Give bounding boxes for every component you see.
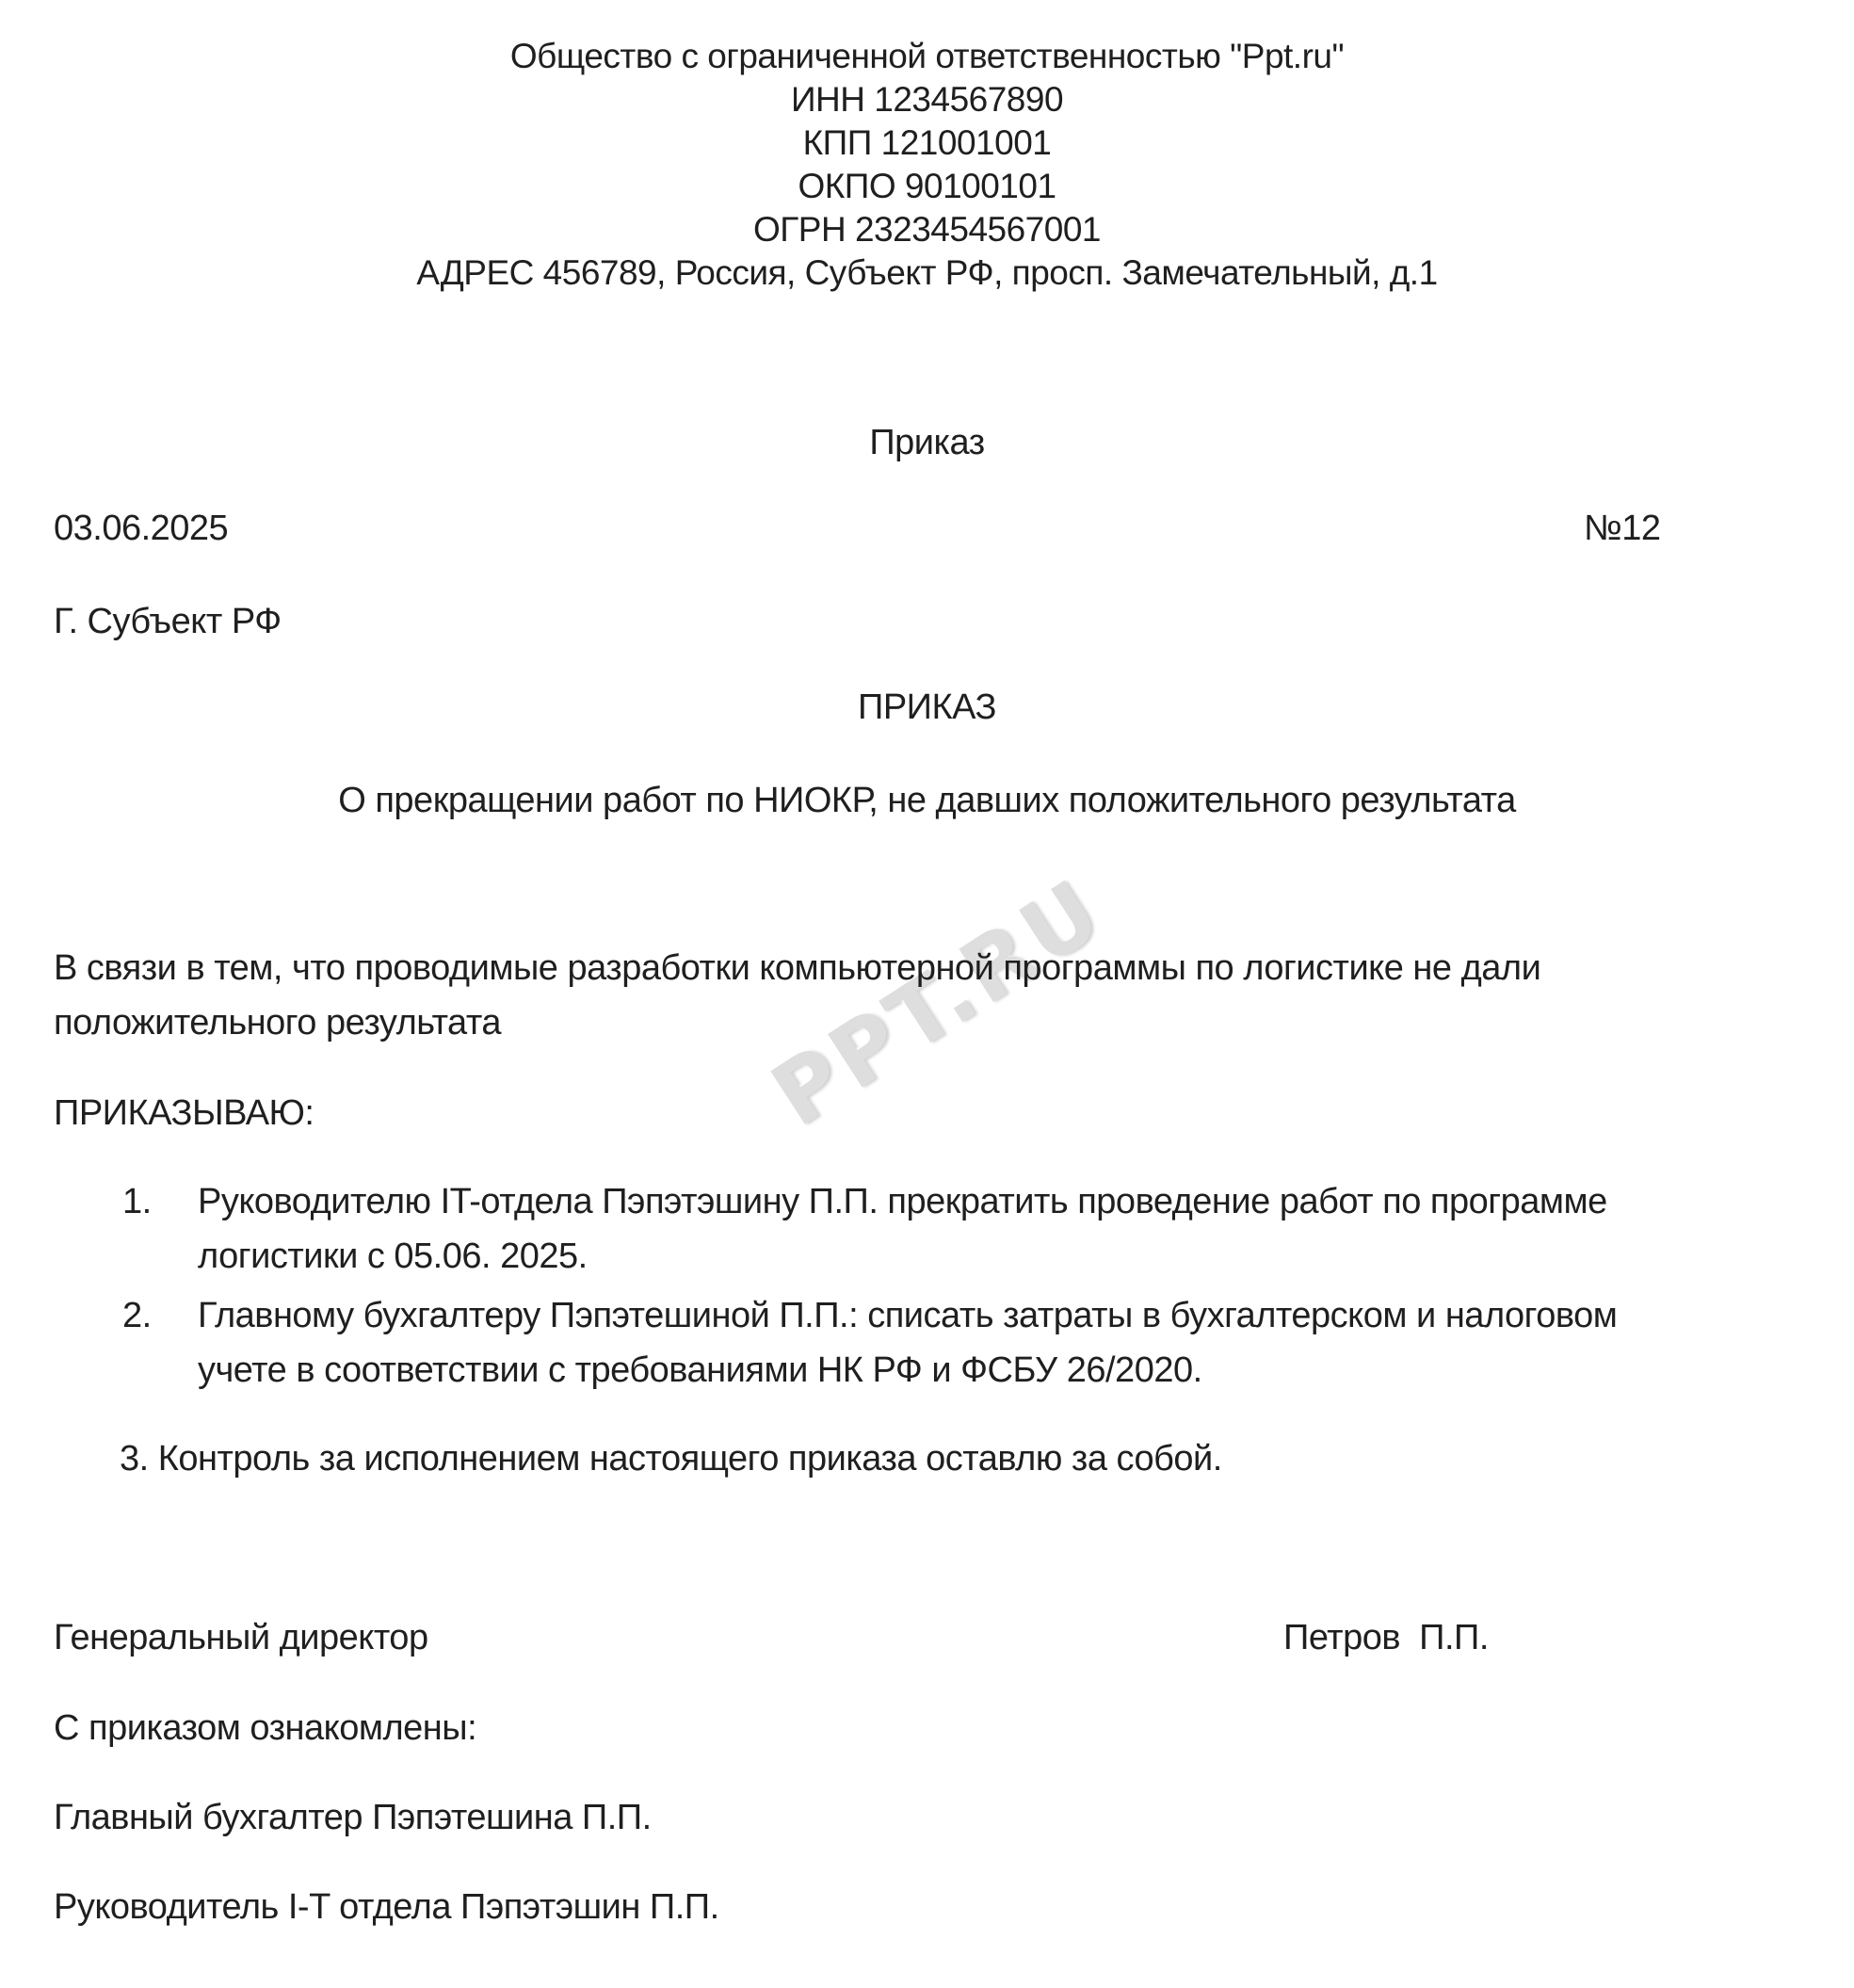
order-item-1: [54, 1174, 1800, 1284]
order-item-line: учете в соответствии с требованиями НК РФ и ФСБУ 26/2020.: [198, 1350, 1202, 1390]
order-item-number: 2.: [122, 1296, 152, 1335]
order-item-text: [198, 1174, 1733, 1284]
order-item-2: [54, 1288, 1800, 1398]
order-item-3-control: 3. Контроль за исполнением настоящего приказа оставлю за собой.: [120, 1439, 1222, 1479]
doc-type-title: Приказ: [869, 423, 985, 462]
signature-row: [54, 1610, 1800, 1665]
order-subject: О прекращении работ по НИОКР, не давших положительного результата: [338, 781, 1516, 820]
date-number-row: [54, 501, 1800, 556]
ppt-ru-watermark: PPT.RU: [754, 859, 1121, 1146]
preamble-line: В связи в тем, что проводимые разработки компьютерной программы по логистике не дали: [54, 948, 1541, 988]
acknowledgement-accountant: Главный бухгалтер Пэпэтешина П.П.: [54, 1798, 652, 1837]
company-address: АДРЕС 456789, Россия, Субъект РФ, просп. Замечательный, д.1: [416, 253, 1438, 292]
company-inn: ИНН 1234567890: [790, 80, 1064, 119]
order-items-list: [54, 1174, 1800, 1398]
company-okpo: ОКПО 90100101: [798, 167, 1056, 205]
order-item-line: Руководителю IT-отдела Пэпэтэшину П.П. прекратить проведение работ по программе: [198, 1182, 1607, 1221]
order-item-line: Главному бухгалтеру Пэпэтешиной П.П.: списать затраты в бухгалтерском и налоговом: [198, 1296, 1618, 1335]
order-verb: ПРИКАЗЫВАЮ:: [54, 1093, 314, 1133]
acknowledgement-it-head: Руководитель I-T отдела Пэпэтэшин П.П.: [54, 1887, 719, 1927]
company-header: [54, 0, 1800, 295]
company-name: Общество с ограниченной ответственностью "Ppt.ru": [509, 37, 1345, 75]
preamble-line: положительного результата: [54, 1003, 501, 1042]
order-item-line: логистики с 05.06. 2025.: [198, 1236, 588, 1276]
acknowledged-label: С приказом ознакомлены:: [54, 1708, 477, 1748]
company-kpp: КПП 121001001: [802, 123, 1052, 162]
order-item-number: 1.: [122, 1182, 152, 1221]
order-item-text: [198, 1288, 1733, 1398]
signature-name: Петров П.П.: [1283, 1618, 1489, 1657]
order-preamble: [54, 941, 1800, 1050]
order-heading: ПРИКАЗ: [858, 687, 996, 727]
order-number: №12: [1584, 509, 1661, 548]
document-content: [54, 0, 1800, 1934]
order-city: Г. Субъект РФ: [54, 602, 282, 641]
order-date: 03.06.2025: [54, 509, 229, 548]
signature-title: Генеральный директор: [54, 1618, 428, 1657]
company-ogrn: ОГРН 2323454567001: [752, 210, 1101, 249]
